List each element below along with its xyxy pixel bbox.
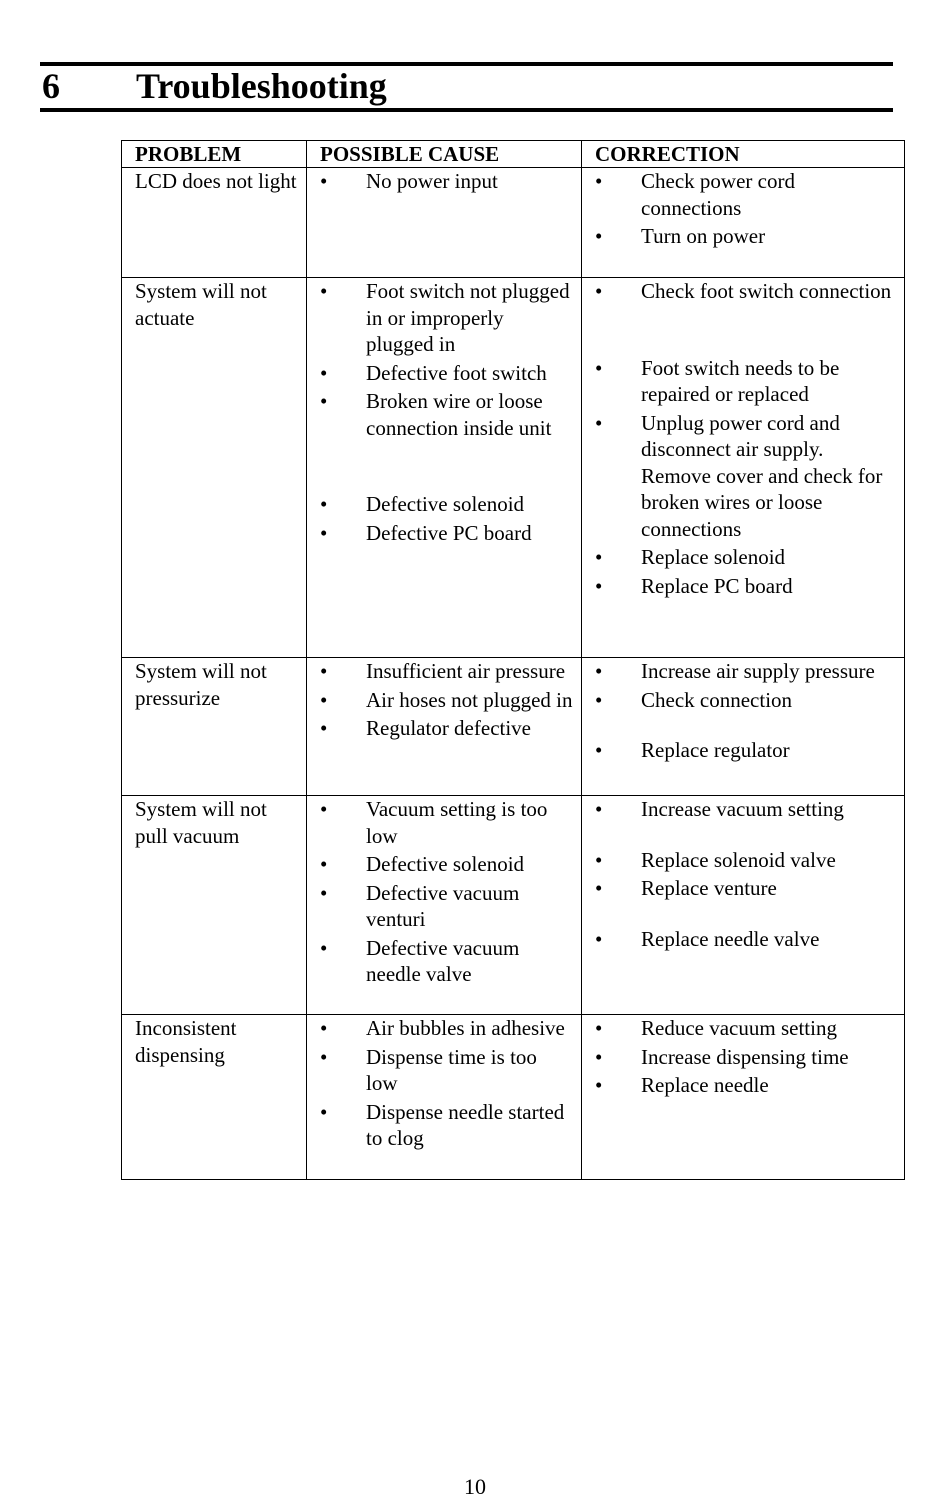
cause-list	[320, 1015, 573, 1152]
cause-item	[320, 687, 573, 714]
cause-item	[320, 658, 573, 685]
bullet-icon: •	[595, 797, 603, 821]
correction-text: Replace venture	[641, 876, 777, 900]
correction-item	[595, 573, 896, 600]
bullet-icon: •	[320, 492, 328, 516]
cause-cell	[307, 796, 582, 1015]
table-row	[122, 168, 905, 278]
correction-text: Check power cord connections	[641, 169, 795, 220]
table-row	[122, 658, 905, 796]
bullet-icon: •	[595, 926, 603, 951]
cause-text: Dispense time is too low	[366, 1044, 537, 1095]
correction-list	[595, 278, 896, 599]
correction-text: Replace PC board	[641, 573, 793, 598]
table-row	[122, 278, 905, 658]
bullet-icon: •	[595, 355, 603, 380]
cause-item	[320, 880, 573, 933]
cause-item	[320, 715, 573, 742]
bullet-icon: •	[595, 1016, 603, 1040]
correction-text: Check connection	[641, 687, 793, 712]
bullet-icon: •	[320, 687, 328, 712]
cause-cell	[307, 1015, 582, 1180]
bullet-icon: •	[320, 169, 328, 193]
cause-list	[320, 796, 573, 988]
header-problem: PROBLEM	[122, 141, 307, 168]
correction-item	[595, 223, 896, 250]
cause-item	[320, 491, 573, 518]
bullet-icon: •	[320, 1099, 328, 1124]
cause-text: Insufficient air pressure	[366, 659, 566, 683]
cause-text: Air hoses not plugged in	[366, 687, 573, 712]
bullet-icon: •	[595, 169, 603, 193]
bullet-icon: •	[595, 847, 603, 872]
cause-text: Foot switch not plugged in or improperly plugged in	[366, 279, 570, 356]
problem-cell: System will not pressurize	[122, 658, 307, 796]
correction-item	[595, 847, 896, 874]
bullet-icon: •	[320, 659, 328, 683]
cause-text: Air bubbles in adhesive	[366, 1016, 565, 1040]
bullet-icon: •	[595, 545, 603, 569]
cause-text: Defective foot switch	[366, 360, 547, 385]
correction-text: Foot switch needs to be repaired or replaced	[641, 355, 840, 406]
correction-text: Replace needle	[641, 1073, 769, 1097]
bullet-icon: •	[595, 876, 603, 900]
bullet-icon: •	[595, 410, 603, 435]
cause-text: No power input	[366, 169, 498, 193]
cause-item	[320, 278, 573, 358]
bottom-rule	[40, 108, 893, 112]
bullet-icon: •	[595, 659, 603, 683]
correction-list	[595, 168, 896, 250]
table-row	[122, 796, 905, 1015]
correction-text: Replace needle valve	[641, 926, 820, 951]
cause-text: Broken wire or loose connection inside unit	[366, 389, 552, 440]
problem-cell: LCD does not light	[122, 168, 307, 278]
bullet-icon: •	[320, 389, 328, 413]
header-correction: CORRECTION	[582, 141, 905, 168]
correction-item	[595, 687, 896, 714]
correction-list	[595, 658, 896, 764]
cause-list	[320, 658, 573, 742]
bullet-icon: •	[595, 738, 603, 762]
correction-cell	[582, 796, 905, 1015]
correction-item	[595, 926, 896, 953]
bullet-icon: •	[320, 520, 328, 545]
correction-item	[595, 355, 896, 408]
correction-cell	[582, 278, 905, 658]
cause-text: Defective PC board	[366, 520, 532, 545]
correction-text: Reduce vacuum setting	[641, 1016, 837, 1040]
section-number: 6	[42, 66, 60, 106]
correction-item	[595, 1044, 896, 1071]
correction-item	[595, 796, 896, 823]
bullet-icon: •	[320, 279, 328, 303]
correction-item	[595, 875, 896, 902]
correction-text: Turn on power	[641, 224, 766, 248]
cause-item	[320, 1099, 573, 1152]
section-heading	[40, 64, 893, 108]
cause-text: Vacuum setting is too low	[366, 797, 548, 848]
correction-item	[595, 1015, 896, 1042]
problem-cell: Inconsistent dispensing	[122, 1015, 307, 1180]
cause-cell	[307, 658, 582, 796]
correction-text: Replace solenoid	[641, 545, 786, 569]
bullet-icon: •	[320, 852, 328, 876]
cause-text: Dispense needle started to clog	[366, 1099, 565, 1150]
section-title: Troubleshooting	[136, 66, 387, 106]
correction-cell	[582, 168, 905, 278]
correction-item	[595, 278, 896, 305]
header-possible-cause: POSSIBLE CAUSE	[307, 141, 582, 168]
cause-text: Defective vacuum venturi	[366, 880, 520, 931]
cause-cell	[307, 168, 582, 278]
bullet-icon: •	[320, 1016, 328, 1040]
bullet-icon: •	[320, 360, 328, 385]
correction-text: Check foot switch connection	[641, 279, 892, 303]
cause-text: Defective solenoid	[366, 492, 525, 516]
bullet-icon: •	[320, 880, 328, 905]
cause-item	[320, 168, 573, 195]
cause-text: Defective vacuum needle valve	[366, 935, 520, 986]
bullet-icon: •	[595, 279, 603, 303]
bullet-icon: •	[320, 797, 328, 821]
bullet-icon: •	[320, 1044, 328, 1069]
problem-cell: System will not actuate	[122, 278, 307, 658]
correction-list	[595, 796, 896, 952]
cause-item	[320, 360, 573, 387]
cause-cell	[307, 278, 582, 658]
bullet-icon: •	[595, 573, 603, 598]
cause-item	[320, 796, 573, 849]
cause-item	[320, 520, 573, 547]
correction-cell	[582, 1015, 905, 1180]
correction-item	[595, 658, 896, 685]
correction-text: Replace regulator	[641, 738, 790, 762]
correction-text: Increase vacuum setting	[641, 797, 844, 821]
correction-text: Unplug power cord and disconnect air supply. Remove cover and check for broken wires or loose connections	[641, 410, 883, 541]
correction-item	[595, 168, 896, 221]
correction-item	[595, 544, 896, 571]
correction-text: Increase air supply pressure	[641, 659, 875, 683]
cause-item	[320, 935, 573, 988]
bullet-icon: •	[595, 687, 603, 712]
troubleshooting-table	[121, 140, 905, 1180]
cause-item	[320, 1044, 573, 1097]
table-header-row	[122, 141, 905, 168]
correction-list	[595, 1015, 896, 1099]
cause-text: Defective solenoid	[366, 852, 525, 876]
cause-item	[320, 1015, 573, 1042]
correction-text: Increase dispensing time	[641, 1044, 849, 1069]
correction-item	[595, 737, 896, 764]
correction-item	[595, 1072, 896, 1099]
cause-item	[320, 851, 573, 878]
cause-list	[320, 168, 573, 195]
correction-cell	[582, 658, 905, 796]
cause-text: Regulator defective	[366, 716, 532, 740]
cause-item	[320, 388, 573, 441]
bullet-icon: •	[320, 935, 328, 960]
cause-list	[320, 278, 573, 546]
bullet-icon: •	[320, 716, 328, 740]
page-number: 10	[464, 1474, 486, 1499]
problem-cell: System will not pull vacuum	[122, 796, 307, 1015]
correction-text: Replace solenoid valve	[641, 847, 836, 872]
table-row	[122, 1015, 905, 1180]
bullet-icon: •	[595, 1073, 603, 1097]
bullet-icon: •	[595, 224, 603, 248]
correction-item	[595, 410, 896, 543]
bullet-icon: •	[595, 1044, 603, 1069]
